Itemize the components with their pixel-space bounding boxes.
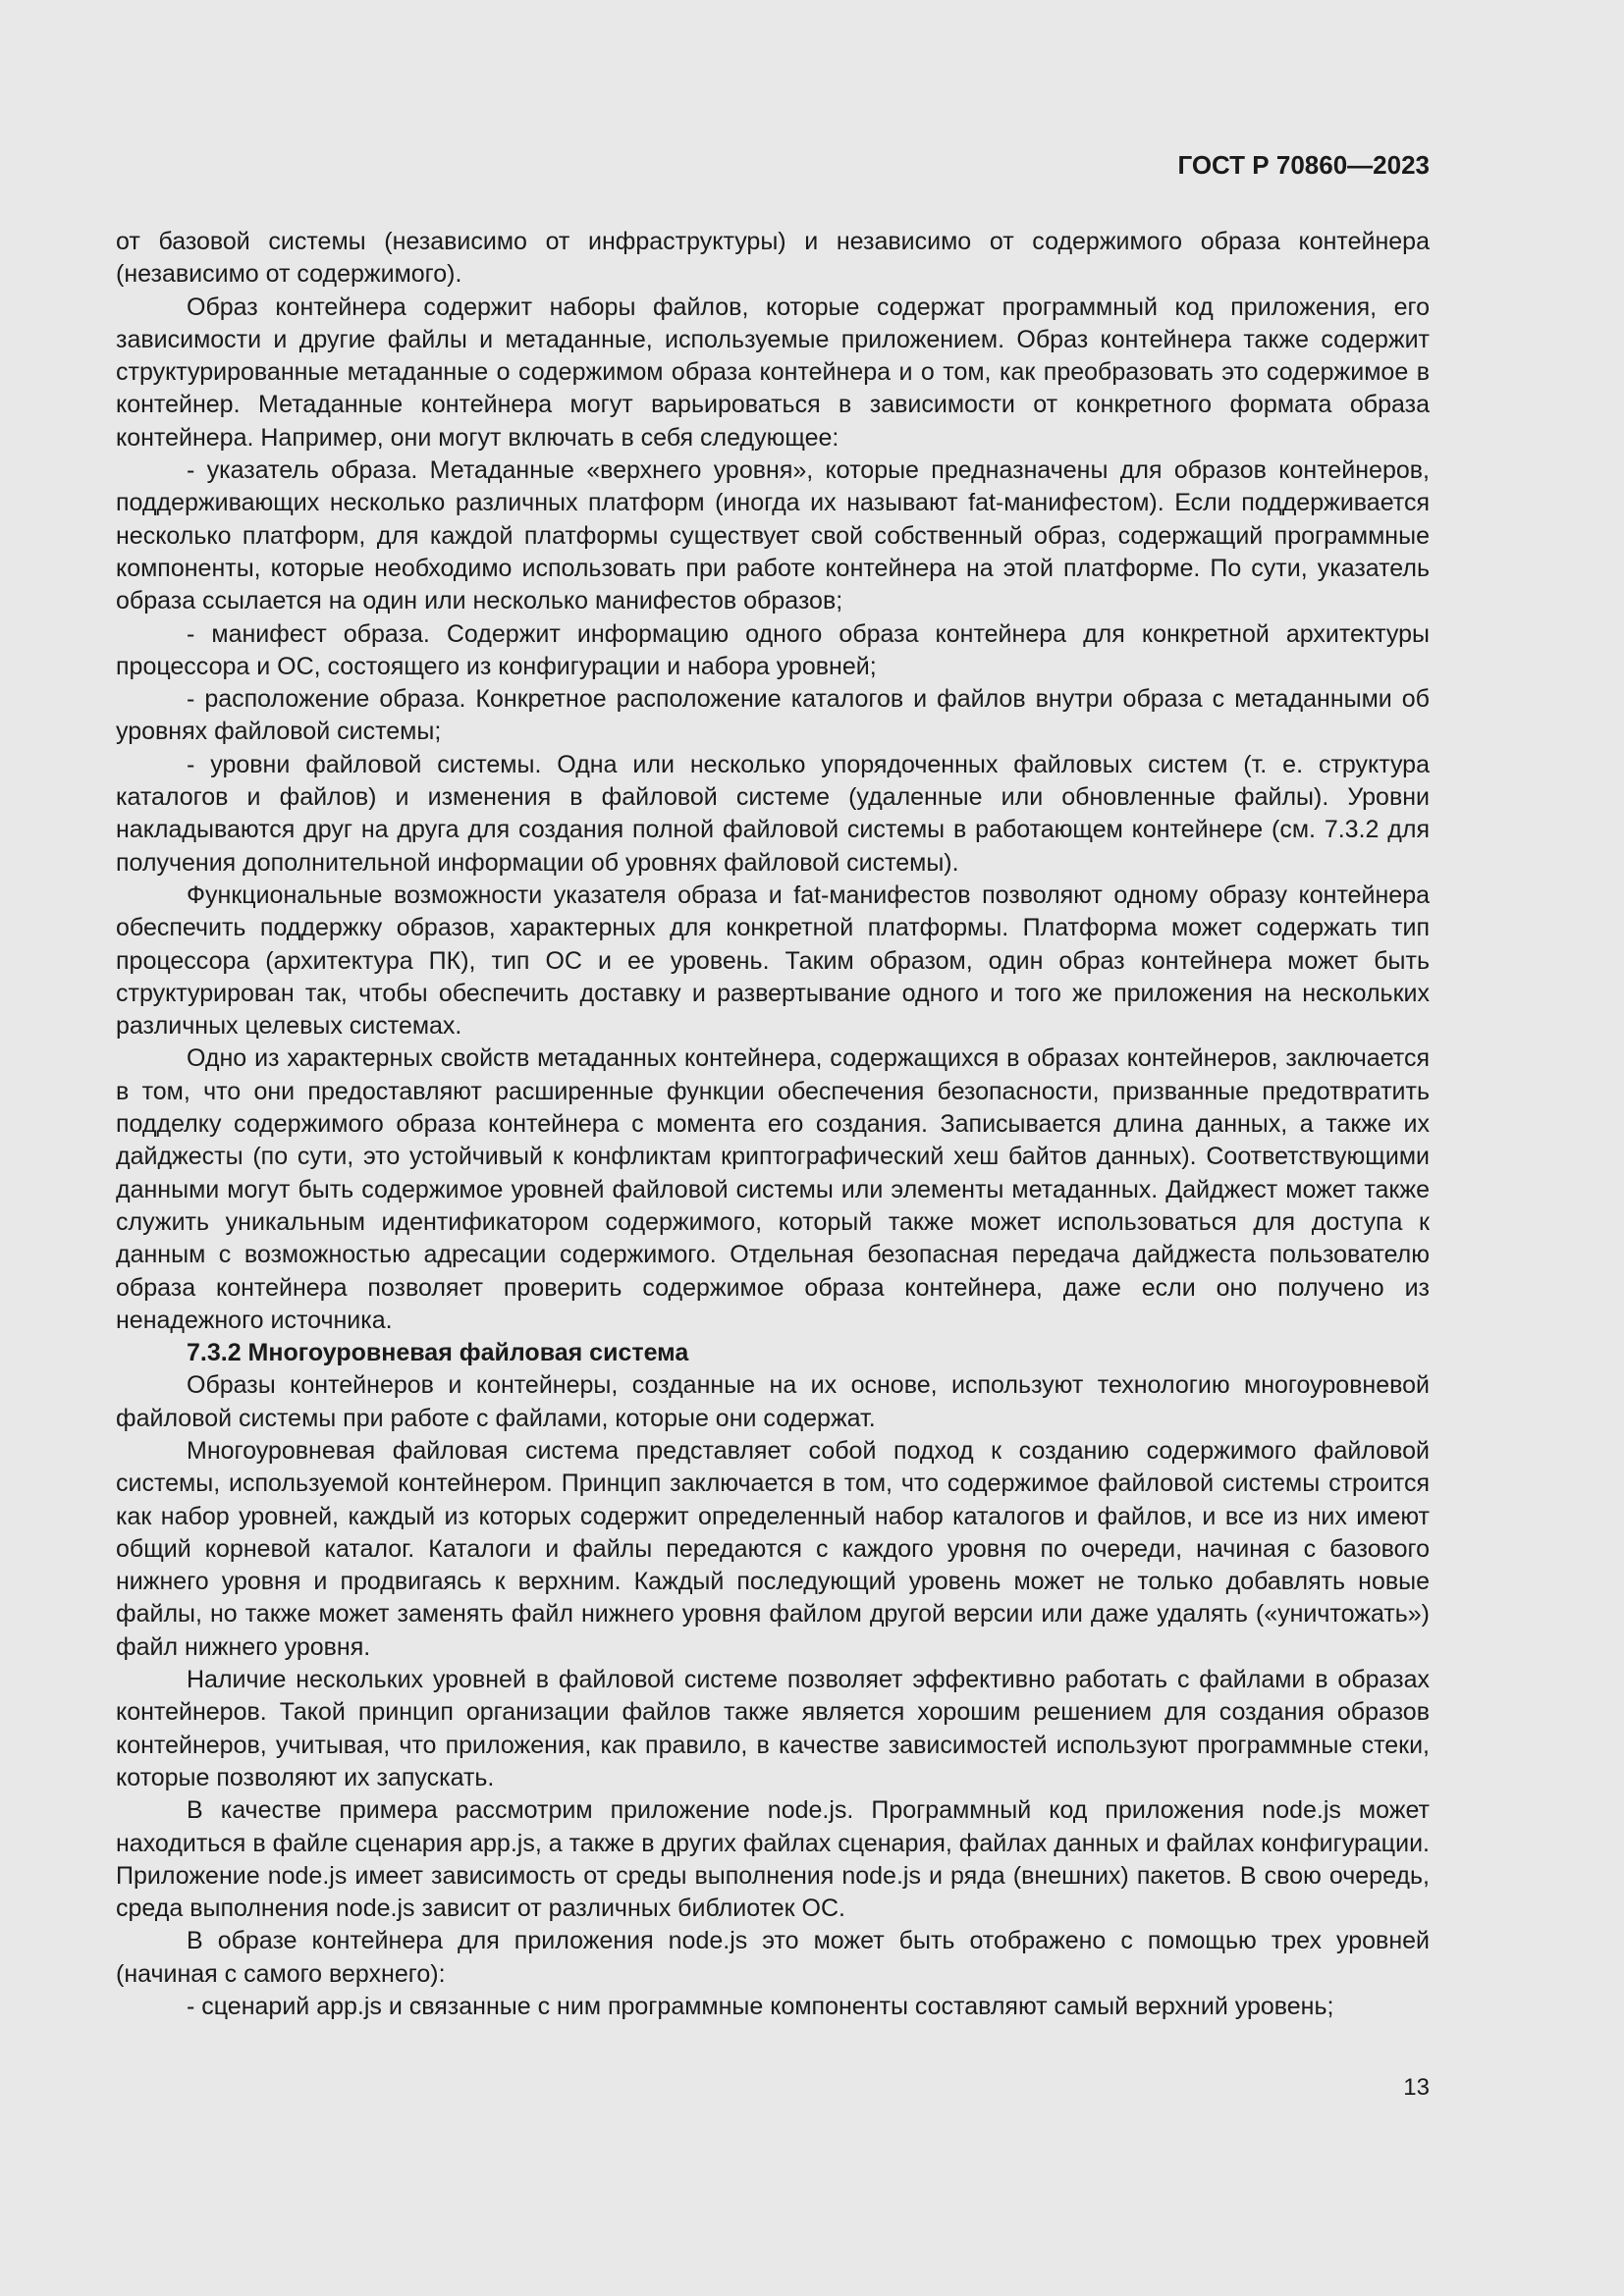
paragraph: Функциональные возможности указателя образа и fat-манифестов позволяют одному образу контейнера обеспечить поддержку образов, характерных для конкретной платформы. Платформа может содержать тип процессора (архитектура ПК), тип ОС и ее уровень. Таким образом, один образ контейнера может быть структурирован так, чтобы обеспечить доставку и развертывание одного и того же приложения на нескольких различных целевых системах. [116, 881, 1430, 1041]
section-heading: 7.3.2 Многоуровневая файловая система [187, 1339, 689, 1367]
list-item: - указатель образа. Метаданные «верхнего уровня», которые предназначены для образов контейнеров, поддерживающих несколько различных платформ (иногда их называют fat-манифестом). Если поддерживается несколько платформ, для каждой платформы существует свой собственный образ, содержащий программные компоненты, которые необходимо использовать при работе контейнера на этой платформе. По сути, указатель образа ссылается на один или несколько манифестов образов; [116, 456, 1430, 615]
document-header: ГОСТ Р 70860—2023 [1177, 150, 1430, 180]
list-item: - расположение образа. Конкретное расположение каталогов и файлов внутри образа с метаданными об уровнях файловой системы; [116, 685, 1430, 746]
document-body [116, 226, 1430, 2023]
paragraph: Одно из характерных свойств метаданных контейнера, содержащихся в образах контейнеров, заключается в том, что они предоставляют расширенные функции обеспечения безопасности, призванные предотвратить подделку содержимого образа контейнера с момента его создания. Записывается длина данных, а также их дайджесты (по сути, это устойчивый к конфликтам криптографический хеш байтов данных). Соответствующими данными могут быть содержимое уровней файловой системы или элементы метаданных. Дайджест может также служить уникальным идентификатором содержимого, который также может использоваться для доступа к данным с возможностью адресации содержимого. Отдельная безопасная передача дайджеста пользователю образа контейнера позволяет проверить содержимое образа контейнера, даже если оно получено из ненадежного источника. [116, 1044, 1430, 1334]
page-number: 13 [1403, 2074, 1430, 2101]
paragraph: Многоуровневая файловая система представляет собой подход к созданию содержимого файловой системы, используемой контейнером. Принцип заключается в том, что содержимое файловой системы строится как набор уровней, каждый из которых содержит определенный набор каталогов и файлов, и все из них имеют общий корневой каталог. Каталоги и файлы передаются с каждого уровня по очереди, начиная с базового нижнего уровня и продвигаясь к верхним. Каждый последующий уровень может не только добавлять новые файлы, но также может заменять файл нижнего уровня файлом другой версии или даже удалять («уничтожать») файл нижнего уровня. [116, 1436, 1430, 1661]
list-item: - манифест образа. Содержит информацию одного образа контейнера для конкретной архитектуры процессора и ОС, состоящего из конфигурации и набора уровней; [116, 619, 1430, 680]
paragraph: Образы контейнеров и контейнеры, созданные на их основе, используют технологию многоуровневой файловой системы при работе с файлами, которые они содержат. [116, 1371, 1430, 1432]
paragraph: В качестве примера рассмотрим приложение node.js. Программный код приложения node.js может находиться в файле сценария app.js, а также в других файлах сценария, файлах данных и файлах конфигурации. Приложение node.js имеет зависимость от среды выполнения node.js и ряда (внешних) пакетов. В свою очередь, среда выполнения node.js зависит от различных библиотек ОС. [116, 1796, 1430, 1923]
paragraph: Наличие нескольких уровней в файловой системе позволяет эффективно работать с файлами в образах контейнеров. Такой принцип организации файлов также является хорошим решением для создания образов контейнеров, учитывая, что приложения, как правило, в качестве зависимостей используют программные стеки, которые позволяют их запускать. [116, 1666, 1430, 1791]
paragraph: Образ контейнера содержит наборы файлов, которые содержат программный код приложения, его зависимости и другие файлы и метаданные, используемые приложением. Образ контейнера также содержит структурированные метаданные о содержимом образа контейнера и о том, как преобразовать это содержимое в контейнер. Метаданные контейнера могут варьироваться в зависимости от конкретного формата образа контейнера. Например, они могут включать в себя следующее: [116, 293, 1430, 452]
paragraph: В образе контейнера для приложения node.js это может быть отображено с помощью трех уровней (начиная с самого верхнего): [116, 1927, 1430, 1988]
paragraph: от базовой системы (независимо от инфраструктуры) и независимо от содержимого образа контейнера (независимо от содержимого). [116, 228, 1430, 289]
list-item: - сценарий app.js и связанные с ним программные компоненты составляют самый верхний уровень; [187, 1993, 1334, 2021]
list-item: - уровни файловой системы. Одна или несколько упорядоченных файловых систем (т. е. структура каталогов и файлов) и изменения в файловой системе (удаленные или обновленные файлы). Уровни накладываются друг на друга для создания полной файловой системы в работающем контейнере (см. 7.3.2 для получения дополнительной информации об уровнях файловой системы). [116, 750, 1430, 877]
